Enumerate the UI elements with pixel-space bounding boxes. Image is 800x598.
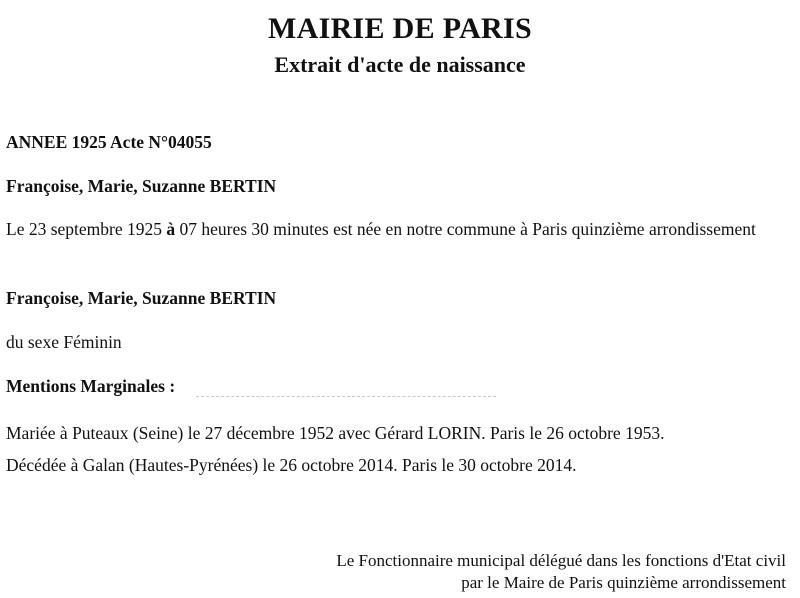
person-name-primary: Françoise, Marie, Suzanne BERTIN	[6, 176, 277, 196]
marginal-mentions-heading: Mentions Marginales :	[6, 376, 176, 396]
faint-rule-divider	[196, 396, 496, 397]
year-act-number: ANNEE 1925 Acte N°04055	[6, 132, 212, 152]
document-title: MAIRIE DE PARIS	[268, 12, 532, 45]
birth-statement-emphasis: à	[166, 219, 176, 239]
document-subtitle: Extrait d'acte de naissance	[274, 52, 526, 77]
signature-line-2: par le Maire de Paris quinzième arrondissement	[461, 573, 786, 592]
person-name-secondary: Françoise, Marie, Suzanne BERTIN	[6, 288, 277, 308]
birth-statement-part-2: 07 heures 30 minutes est née en notre commune à Paris quinzième arrondissement	[175, 219, 756, 239]
death-mention: Décédée à Galan (Hautes-Pyrénées) le 26 octobre 2014. Paris le 30 octobre 2014.	[6, 455, 577, 475]
marriage-mention: Mariée à Puteaux (Seine) le 27 décembre 1952 avec Gérard LORIN. Paris le 26 octobre 1953.	[6, 423, 665, 443]
birth-statement-part-1: Le 23 septembre 1925	[6, 219, 167, 239]
sex-statement: du sexe Féminin	[6, 332, 122, 352]
birth-statement	[6, 218, 766, 241]
signature-block	[336, 550, 786, 594]
signature-line-1: Le Fonctionnaire municipal délégué dans les fonctions d'Etat civil	[336, 551, 786, 570]
